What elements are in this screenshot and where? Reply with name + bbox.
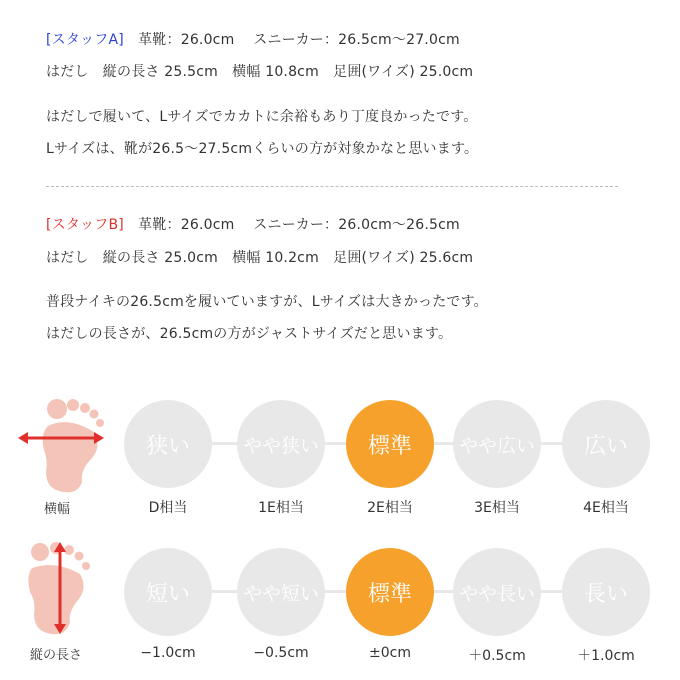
length-value-minus-0-5: −0.5cm [253, 645, 309, 661]
width-value-2e: 2E相当 [367, 500, 413, 516]
length-value-plus-0-5: ＋0.5cm [468, 648, 526, 664]
length-value-plus-1: ＋1.0cm [577, 648, 635, 664]
length-value-minus-1: −1.0cm [140, 645, 196, 661]
staff-a-line1 [46, 30, 460, 50]
staff-b-foot-measurements: はだし 縦の長さ 25.0cm 横幅 10.2cm 足囲(ワイズ) 25.6cm [46, 250, 474, 266]
width-value-1e: 1E相当 [258, 500, 304, 516]
width-option-wide: 広い [562, 400, 650, 488]
width-value-d: D相当 [148, 500, 188, 516]
width-value-3e: 3E相当 [474, 500, 520, 516]
width-option-slightly-wide: やや広い [453, 400, 541, 488]
length-label: 縦の長さ [30, 648, 83, 663]
length-option-slightly-long: やや長い [453, 548, 541, 636]
width-option-narrow: 狭い [124, 400, 212, 488]
staff-a-shoe-sizes: 革靴：26.0cm スニーカー：26.5cm〜27.0cm [138, 32, 460, 48]
staff-a-foot-measurements: はだし 縦の長さ 25.5cm 横幅 10.8cm 足囲(ワイズ) 25.0cm [46, 64, 474, 80]
length-value-zero: ±0cm [369, 645, 411, 661]
staff-a-comment-2: Lサイズは、靴が26.5〜27.5cmくらいの方が対象かなと思います。 [46, 141, 479, 157]
width-label: 横幅 [44, 502, 71, 517]
staff-b-comment-1: 普段ナイキの26.5cmを履いていますが、Lサイズは大きかったです。 [46, 294, 488, 310]
foot-width-icon [18, 394, 108, 494]
width-option-standard: 標準 [346, 400, 434, 488]
width-value-4e: 4E相当 [583, 500, 629, 516]
length-option-slightly-short: やや短い [237, 548, 325, 636]
divider [46, 186, 618, 187]
staff-a-tag: [スタッフA] [46, 32, 124, 48]
staff-b-line1 [46, 215, 460, 235]
length-option-long: 長い [562, 548, 650, 636]
staff-b-tag: [スタッフB] [46, 217, 124, 233]
length-option-standard: 標準 [346, 548, 434, 636]
staff-b-shoe-sizes: 革靴：26.0cm スニーカー：26.0cm〜26.5cm [138, 217, 460, 233]
staff-b-comment-2: はだしの長さが、26.5cmの方がジャストサイズだと思います。 [46, 326, 453, 342]
width-option-slightly-narrow: やや狭い [237, 400, 325, 488]
foot-length-icon [18, 540, 108, 640]
staff-a-comment-1: はだしで履いて、Lサイズでカカトに余裕もあり丁度良かったです。 [46, 109, 478, 125]
length-option-short: 短い [124, 548, 212, 636]
